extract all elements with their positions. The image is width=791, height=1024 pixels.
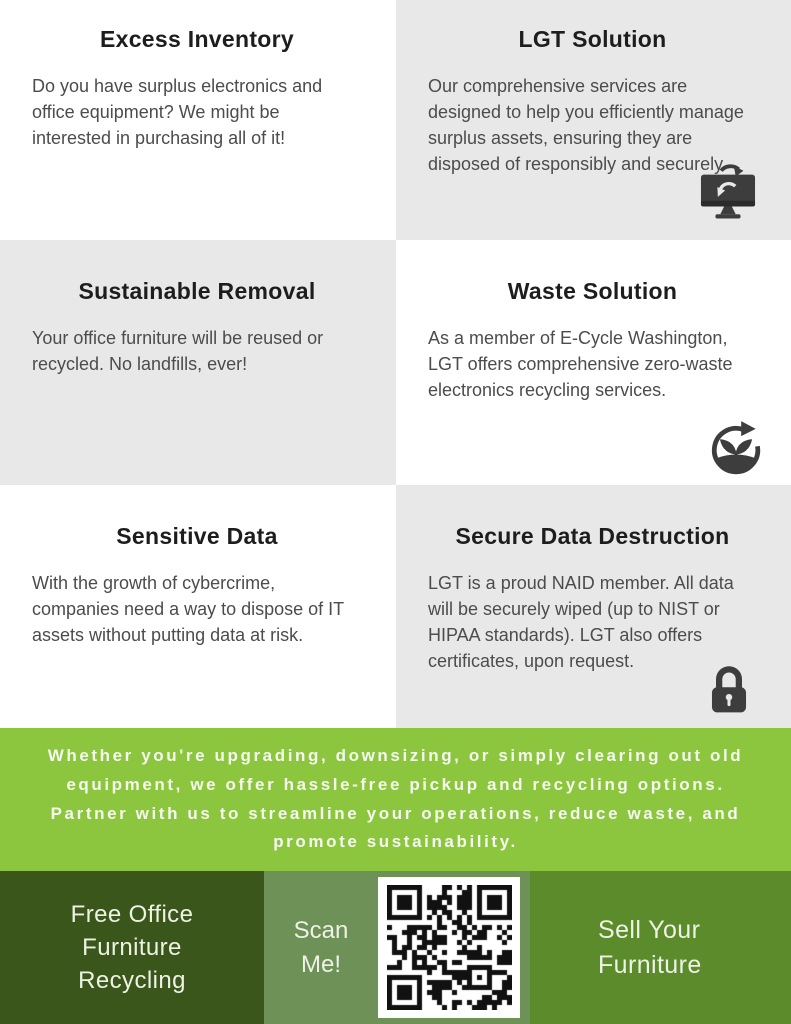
qr-code-image	[387, 885, 512, 1010]
footer-left-label: Free Office Furniture Recycling	[70, 900, 194, 995]
footer-sell-your-furniture	[530, 871, 791, 1024]
card-title: Secure Data Destruction	[455, 523, 730, 549]
card-waste-solution	[396, 240, 791, 485]
card-body: With the growth of cybercrime, companies need a way to dispose of IT assets without putting data at risk.	[32, 573, 344, 646]
monitor-sync-icon	[699, 164, 757, 220]
recycle-plant-icon	[707, 419, 765, 477]
footer-free-office-recycling	[0, 871, 264, 1024]
footer-scan-me-section	[264, 871, 530, 1024]
promo-banner-text: Whether you're upgrading, downsizing, or simply clearing out old equipment, we offer hassle-free pickup and recycling options. Partner with us to streamline your operations, reduce waste, and promote sustainability.	[47, 746, 744, 852]
footer-right-label: Sell Your Furniture	[598, 915, 702, 979]
footer-scan-me-label: Scan Me!	[293, 917, 349, 978]
card-title: Sustainable Removal	[78, 278, 316, 304]
card-title: LGT Solution	[518, 26, 667, 52]
card-title: Waste Solution	[507, 278, 678, 304]
card-body: Our comprehensive services are designed to help you efficiently manage surplus assets, ensuring they are disposed of responsibly and securely.	[428, 76, 744, 175]
promo-banner	[0, 728, 791, 871]
card-lgt-solution	[396, 0, 791, 240]
card-body: As a member of E-Cycle Washington, LGT offers comprehensive zero-waste electronics recycling services.	[428, 328, 733, 401]
qr-code	[378, 877, 520, 1018]
card-title: Excess Inventory	[99, 26, 294, 52]
card-title: Sensitive Data	[116, 523, 278, 549]
card-sustainable-removal	[0, 240, 396, 485]
card-body: Your office furniture will be reused or recycled. No landfills, ever!	[32, 328, 324, 375]
card-excess-inventory	[0, 0, 396, 240]
padlock-icon	[707, 664, 751, 716]
card-body: LGT is a proud NAID member. All data will be securely wiped (up to NIST or HIPAA standards). LGT also offers certificates, upon request.	[428, 573, 734, 672]
card-sensitive-data	[0, 485, 396, 728]
card-secure-data-destruction	[396, 485, 791, 728]
footer-strip	[0, 871, 791, 1024]
card-body: Do you have surplus electronics and office equipment? We might be interested in purchasing all of it!	[32, 76, 323, 149]
